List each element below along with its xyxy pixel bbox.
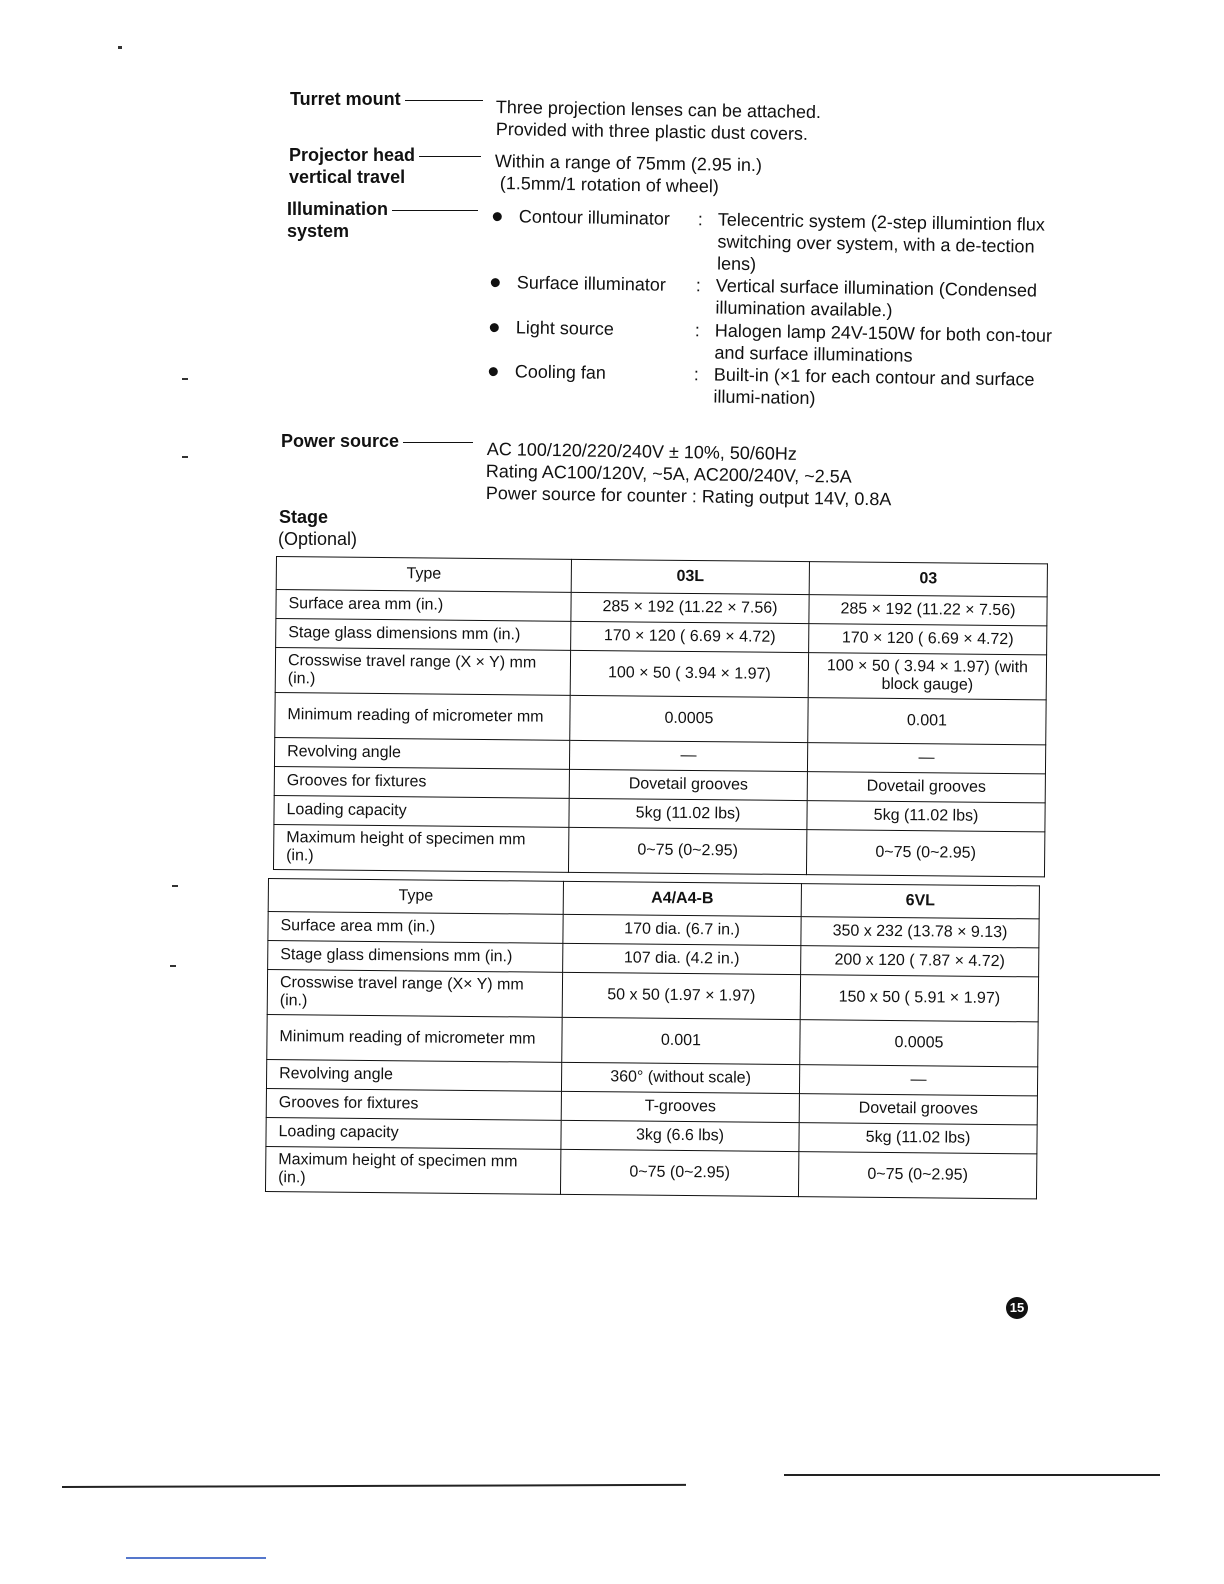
bullet-icon: [493, 212, 502, 221]
scan-speck: [172, 885, 178, 887]
illumination-system-label: system: [287, 221, 350, 241]
colon-separator: :: [693, 364, 699, 385]
illumination-item-surface: Surface illuminator : Vertical surface illumination (Condensed illumination available.): [490, 271, 1061, 324]
projector-head-label: Projector head: [289, 144, 481, 166]
bullet-icon: [490, 323, 499, 332]
scan-speck: [170, 965, 176, 967]
model-6vl-header: 6VL: [801, 884, 1039, 919]
type-header: Type: [268, 879, 563, 915]
table-row: Grooves for fixtures T-grooves Dovetail grooves: [266, 1088, 1037, 1124]
stage-table-03l-03: [273, 556, 1048, 877]
turret-mount-line-2: Provided with three plastic dust covers.: [495, 118, 809, 144]
table-row: Crosswise travel range (X× Y) mm (in.) 50 x 50 (1.97 × 1.97) 150 x 50 ( 5.91 × 1.97): [267, 970, 1038, 1022]
illumination-item-contour: Contour illuminator : Telecentric system (2-step illumintion flux switching over system, with a de-tection lens): [492, 205, 1063, 280]
illumination-item-cooling-fan: Cooling fan : Built-in (×1 for each contour and surface illumi-nation): [488, 360, 1059, 435]
illumination-item-light-source: Light source : Halogen lamp 24V-150W for both con-tour and surface illuminations: [489, 316, 1060, 369]
colon-separator: :: [694, 320, 700, 341]
table-row: Minimum reading of micrometer mm 0.0005 0.001: [275, 692, 1046, 744]
bullet-icon: [489, 367, 498, 376]
projector-head-line-2: (1.5mm/1 rotation of wheel): [499, 172, 720, 197]
table-row: Loading capacity 5kg (11.02 lbs) 5kg (11.02 lbs): [274, 795, 1045, 831]
table-row: Maximum height of specimen mm (in.) 0~75 (0~2.95) 0~75 (0~2.95): [273, 824, 1044, 876]
table-row: Revolving angle — —: [274, 737, 1045, 773]
turret-mount-label: Turret mount: [290, 88, 483, 110]
bottom-rule-right: [784, 1474, 1160, 1476]
scan-speck: [118, 46, 122, 49]
turret-mount-line-1: Three projection lenses can be attached.: [495, 96, 822, 123]
table-row: Stage glass dimensions mm (in.) 107 dia. (4.2 in.) 200 x 120 ( 7.87 × 4.72): [268, 941, 1039, 977]
scan-speck: [182, 456, 188, 458]
stage-label: Stage: [279, 507, 329, 527]
power-source-line-1: AC 100/120/220/240V ± 10%, 50/60Hz: [486, 438, 798, 464]
vertical-travel-label: vertical travel: [289, 167, 406, 187]
table-row: Maximum height of specimen mm (in.) 0~75 (0~2.95) 0~75 (0~2.95): [265, 1146, 1036, 1198]
projector-head-line-1: Within a range of 75mm (2.95 in.): [494, 150, 763, 176]
stage-table-a4-6vl: [265, 878, 1040, 1199]
stage-optional-label: (Optional): [278, 529, 358, 549]
model-03l-header: 03L: [571, 559, 809, 594]
table-row: Stage glass dimensions mm (in.) 170 × 120 ( 6.69 × 4.72) 170 × 120 ( 6.69 × 4.72): [276, 619, 1047, 655]
table-row: Loading capacity 3kg (6.6 lbs) 5kg (11.02 lbs): [266, 1117, 1037, 1153]
colon-separator: :: [697, 209, 703, 230]
table-row: Minimum reading of micrometer mm 0.001 0.0005: [267, 1014, 1038, 1066]
bottom-rule-left: [62, 1484, 686, 1488]
table-row: Crosswise travel range (X × Y) mm (in.) 100 × 50 ( 3.94 × 1.97) 100 × 50 ( 3.94 × 1.97) (with block gauge): [275, 648, 1046, 700]
bottom-blue-line: [126, 1557, 266, 1559]
illumination-label: Illumination: [287, 198, 478, 220]
colon-separator: :: [695, 275, 701, 296]
model-03-header: 03: [809, 562, 1047, 597]
table-row: Surface area mm (in.) 170 dia. (6.7 in.) 350 x 232 (13.78 × 9.13): [268, 912, 1039, 948]
power-source-line-3: Power source for counter : Rating output 14V, 0.8A: [485, 482, 892, 510]
table-row: Revolving angle 360° (without scale) —: [266, 1059, 1037, 1095]
power-source-label: Power source: [281, 430, 473, 452]
page-number-badge: 15: [1006, 1297, 1028, 1319]
table-row: Surface area mm (in.) 285 × 192 (11.22 × 7.56) 285 × 192 (11.22 × 7.56): [276, 590, 1047, 626]
type-header: Type: [276, 557, 571, 593]
scan-speck: [182, 378, 188, 380]
model-a4-header: A4/A4-B: [563, 881, 801, 916]
power-source-line-2: Rating AC100/120V, ~5A, AC200/240V, ~2.5A: [485, 460, 852, 487]
bullet-icon: [491, 278, 500, 287]
table-row: Grooves for fixtures Dovetail grooves Dovetail grooves: [274, 766, 1045, 802]
